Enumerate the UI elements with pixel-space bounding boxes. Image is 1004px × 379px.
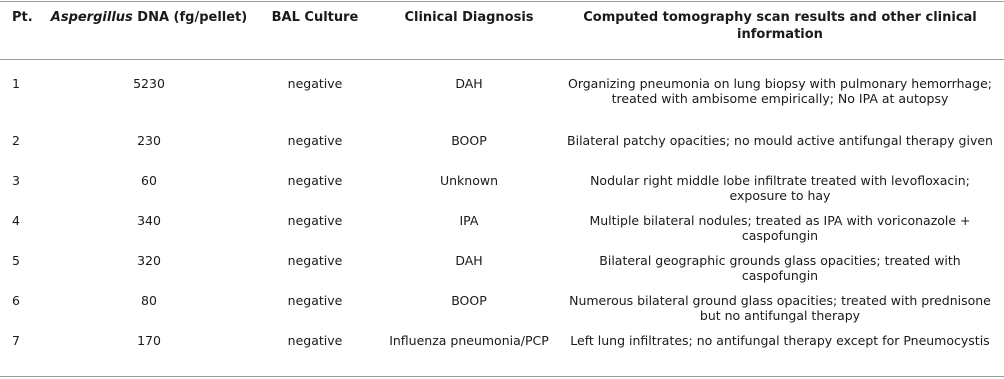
table-row-3-pt: 3 — [12, 173, 20, 188]
table-row-3-dna: 60 — [141, 173, 157, 188]
header-bal-culture: BAL Culture — [271, 10, 359, 25]
table-row-2-ct: Bilateral patchy opacities; no mould active antifungal therapy given — [567, 133, 993, 148]
table-row-5-diagnosis: DAH — [455, 253, 483, 268]
table-top-rule — [0, 1, 1004, 2]
table-row-5-ct: Bilateral geographic grounds glass opacities; treated with caspofungin — [599, 253, 961, 283]
header-rule — [0, 59, 1004, 60]
table-row-6-pt: 6 — [12, 293, 20, 308]
header-clinical-diagnosis: Clinical Diagnosis — [404, 10, 534, 25]
table-row-4-dna: 340 — [137, 213, 161, 228]
table-row-1-ct: Organizing pneumonia on lung biopsy with pulmonary hemorrhage; treated with ambisome empirically; No IPA at autopsy — [567, 76, 992, 106]
table-row-2-pt: 2 — [12, 133, 20, 148]
header-dna-rest: DNA (fg/pellet) — [132, 10, 248, 25]
header-dna-italic: Aspergillus — [50, 10, 133, 25]
table-row-7-bal: negative — [287, 333, 343, 348]
table-row-1-dna: 5230 — [133, 76, 165, 91]
table-row-1-diagnosis: DAH — [455, 76, 483, 91]
table-row-6-ct: Numerous bilateral ground glass opacities; treated with prednisone but no antifungal therapy — [569, 293, 991, 323]
table-row-2-dna: 230 — [137, 133, 161, 148]
table-row-1-pt: 1 — [12, 76, 20, 91]
table-row-2-diagnosis: BOOP — [451, 133, 487, 148]
table-row-4-diagnosis: IPA — [459, 213, 479, 228]
table-row-6-diagnosis: BOOP — [451, 293, 487, 308]
table-row-4-bal: negative — [287, 213, 343, 228]
header-aspergillus-dna — [45, 9, 253, 26]
header-ct-results: Computed tomography scan results and other clinical information — [583, 10, 977, 42]
table-row-3-diagnosis: Unknown — [439, 173, 499, 188]
table-row-5-pt: 5 — [12, 253, 20, 268]
table-bottom-rule — [0, 376, 1004, 377]
table-row-6-bal: negative — [287, 293, 343, 308]
table-row-1-bal: negative — [287, 76, 343, 91]
table-row-2-bal: negative — [287, 133, 343, 148]
table-row-7-dna: 170 — [137, 333, 161, 348]
table-row-3-ct: Nodular right middle lobe infiltrate treated with levofloxacin; exposure to hay — [590, 173, 970, 203]
table-row-4-pt: 4 — [12, 213, 20, 228]
table-row-7-diagnosis: Influenza pneumonia/PCP — [389, 333, 549, 348]
table-row-4-ct: Multiple bilateral nodules; treated as IPA with voriconazole + caspofungin — [589, 213, 971, 243]
table-row-7-ct: Left lung infiltrates; no antifungal therapy except for Pneumocystis — [570, 333, 990, 348]
table-row-5-dna: 320 — [137, 253, 161, 268]
table-row-5-bal: negative — [287, 253, 343, 268]
table-row-7-pt: 7 — [12, 333, 20, 348]
table-row-3-bal: negative — [287, 173, 343, 188]
table-row-6-dna: 80 — [141, 293, 157, 308]
header-patient: Pt. — [12, 10, 33, 25]
